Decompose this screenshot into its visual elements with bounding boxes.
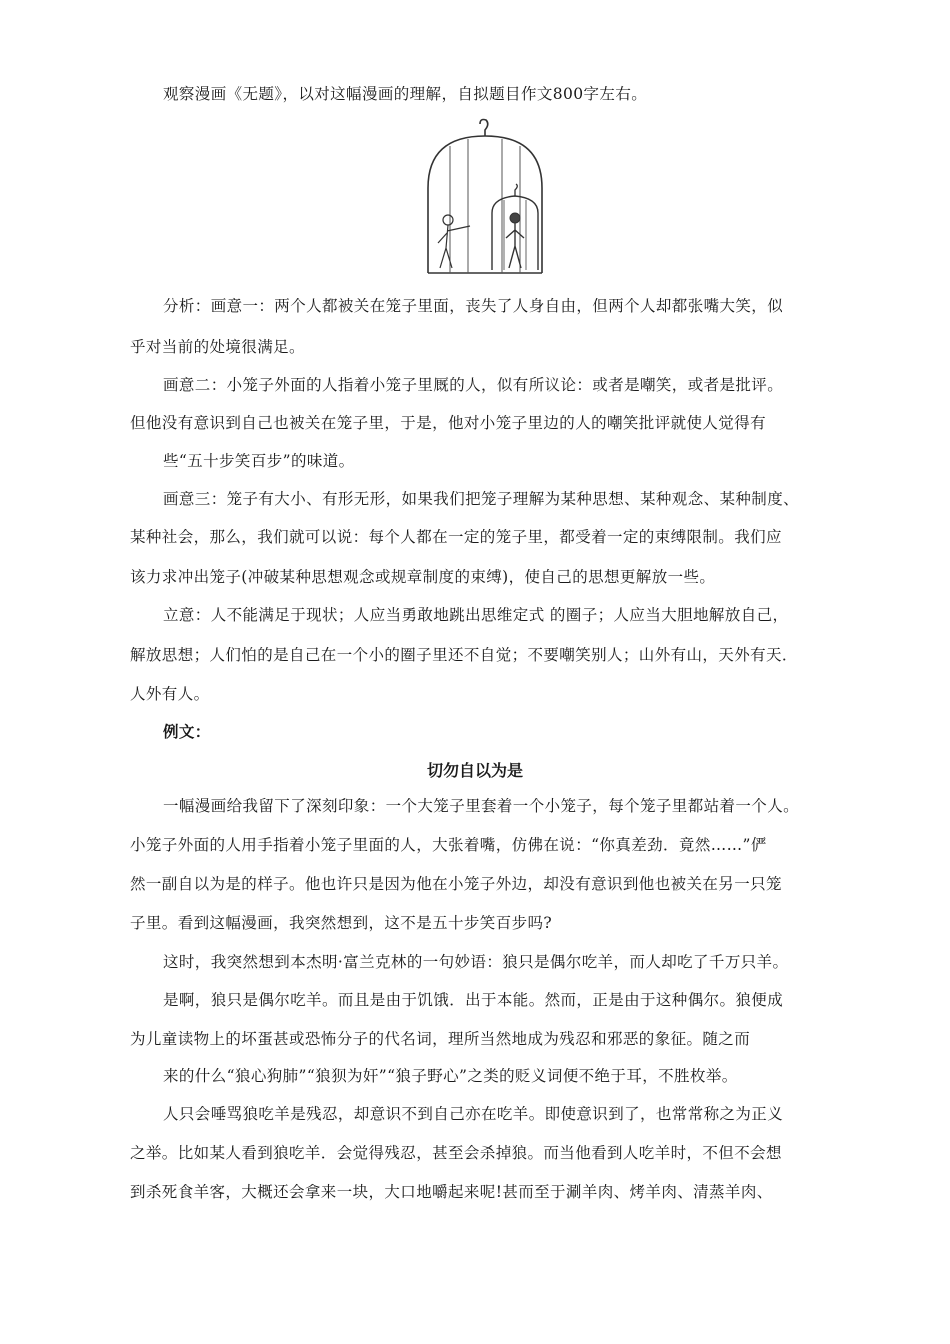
- essay-line: 来的什么“狼心狗肺”“狼狈为奸”“狼子野心”之类的贬义词便不绝于耳，不胜枚举。: [163, 1067, 738, 1085]
- analysis-line: 分析：画意一：两个人都被关在笼子里面，丧失了人身自由，但两个人却都张嘴大笑，似: [163, 297, 784, 315]
- essay-title: 切勿自以为是: [426, 761, 523, 780]
- essay-line: 之举。比如某人看到狼吃羊．会觉得残忍，甚至会杀掉狼。而当他看到人吃羊时，不但不会想: [130, 1144, 782, 1162]
- essay-line: 一幅漫画给我留下了深刻印象：一个大笼子里套着一个小笼子，每个笼子里都站着一个人。: [163, 797, 800, 815]
- analysis-line: 解放思想；人们怕的是自己在一个小的圈子里还不自觉；不要嘲笑别人；山外有山，天外有天．: [130, 646, 798, 664]
- essay-line: 为儿童读物上的坏蛋甚或恐怖分子的代名词，理所当然地成为残忍和邪恶的象征。随之而: [130, 1030, 751, 1048]
- essay-line: 小笼子外面的人用手指着小笼子里面的人，大张着嘴，仿佛在说：“你真差劲．竟然……”俨: [130, 836, 767, 854]
- analysis-line: 些“五十步笑百步”的味道。: [163, 452, 355, 470]
- essay-line: 到杀死食羊客，大概还会拿来一块，大口地嚼起来呢!甚而至于涮羊肉、烤羊肉、清蒸羊肉、: [130, 1183, 773, 1201]
- example-label: 例文：: [163, 723, 211, 741]
- essay-line: 是啊，狼只是偶尔吃羊。而且是由于饥饿．出于本能。然而，正是由于这种偶尔。狼便成: [163, 991, 784, 1009]
- analysis-line: 画意二：小笼子外面的人指着小笼子里厩的人，似有所议论：或者是嘲笑，或者是批评。: [163, 376, 784, 394]
- analysis-line: 某种社会，那么，我们就可以说：每个人都在一定的笼子里，都受着一定的束缚限制。我们应: [130, 528, 782, 546]
- essay-line: 子里。看到这幅漫画，我突然想到，这不是五十步笑百步吗?: [130, 914, 553, 932]
- essay-line: 这时，我突然想到本杰明·富兰克林的一句妙语：狼只是偶尔吃羊，而人却吃了千万只羊。: [163, 953, 789, 971]
- essay-line: 人只会唾骂狼吃羊是残忍，却意识不到自己亦在吃羊。即使意识到了，也常常称之为正义: [163, 1105, 784, 1123]
- analysis-line: 该力求冲出笼子(冲破某种思想观念或规章制度的束缚)，使自己的思想更解放一些。: [130, 568, 716, 586]
- analysis-line: 但他没有意识到自己也被关在笼子里，于是，他对小笼子里边的人的嘲笑批评就使人觉得有: [130, 414, 767, 432]
- analysis-line: 乎对当前的处境很满足。: [130, 338, 305, 356]
- analysis-line: 立意：人不能满足于现状；人应当勇敢地跳出思维定式 的圈子；人应当大胆地解放自己，: [163, 606, 789, 624]
- analysis-line: 人外有人。: [130, 685, 210, 703]
- essay-prompt: 观察漫画《无题》，以对这幅漫画的理解，自拟题目作文800字左右。: [163, 85, 648, 103]
- cartoon-illustration: [420, 118, 550, 278]
- essay-line: 然一副自以为是的样子。他也许只是因为他在小笼子外边，却没有意识到他也被关在另一只笼: [130, 875, 782, 893]
- analysis-line: 画意三：笼子有大小、有形无形，如果我们把笼子理解为某种思想、某种观念、某种制度、: [163, 490, 800, 508]
